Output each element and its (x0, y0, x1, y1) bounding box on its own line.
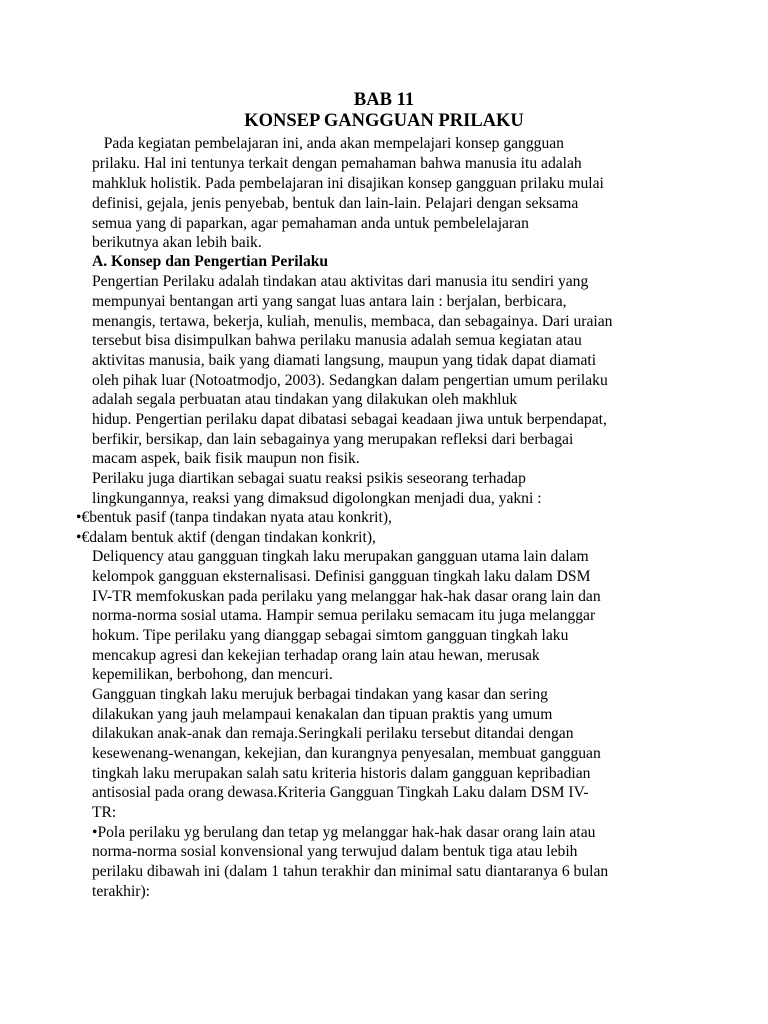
text-line: mencakup agresi dan kekejian terhadap orang lain atau hewan, merusak (92, 647, 540, 664)
text-line: kesewenang-wenangan, kekejian, dan kurangnya penyesalan, membuat gangguan (92, 745, 601, 762)
text-line: dilakukan yang jauh melampaui kenakalan dan tipuan praktis yang umum (92, 706, 553, 723)
section-heading: A. Konsep dan Pengertian Perilaku (92, 253, 329, 270)
text-line: prilaku. Hal ini tentunya terkait dengan pemahaman bahwa manusia itu adalah (92, 155, 582, 172)
text-line: tersebut bisa disimpulkan bahwa perilaku manusia adalah semua kegiatan atau (92, 332, 582, 349)
text-line: kelompok gangguan eksternalisasi. Definisi gangguan tingkah laku dalam DSM (92, 568, 591, 585)
text-line: berikutnya akan lebih baik. (92, 234, 262, 251)
text-line: oleh pihak luar (Notoatmodjo, 2003). Sedangkan dalam pengertian umum perilaku (92, 372, 608, 389)
text-line: mahkluk holistik. Pada pembelajaran ini disajikan konsep gangguan prilaku mulai (92, 175, 604, 192)
text-line: adalah segala perbuatan atau tindakan yang dilakukan oleh makhluk (92, 391, 518, 408)
text-line: aktivitas manusia, baik yang diamati langsung, maupun yang tidak dapat diamati (92, 352, 597, 369)
text-line: norma-norma sosial konvensional yang terwujud dalam bentuk tiga atau lebih (92, 843, 578, 860)
text-line: hokum. Tipe perilaku yang dianggap sebagai simtom gangguan tingkah laku (92, 627, 569, 644)
text-line: perilaku dibawah ini (dalam 1 tahun terakhir dan minimal satu diantaranya 6 bulan (92, 863, 609, 880)
text-line: semua yang di paparkan, agar pemahaman anda untuk pembelelajaran (92, 215, 529, 232)
text-line: mempunyai bentangan arti yang sangat luas antara lain : berjalan, berbicara, (92, 293, 567, 310)
text-line: norma-norma sosial utama. Hampir semua perilaku semacam itu juga melanggar (92, 607, 596, 624)
text-line: Deliquency atau gangguan tingkah laku merupakan gangguan utama lain dalam (92, 548, 589, 565)
text-line: antisosial pada orang dewasa.Kriteria Gangguan Tingkah Laku dalam DSM IV- (92, 784, 589, 801)
bullet-item: •Pola perilaku yg berulang dan tetap yg melanggar hak-hak dasar orang lain atau (92, 824, 596, 841)
text-line: Pada kegiatan pembelajaran ini, anda akan mempelajari konsep gangguan (92, 135, 564, 152)
text-line: definisi, gejala, jenis penyebab, bentuk dan lain-lain. Pelajari dengan seksama (92, 195, 579, 212)
bullet-item: •€dalam bentuk aktif (dengan tindakan konkrit), (76, 529, 376, 546)
text-line: TR: (92, 804, 117, 821)
chapter-title: KONSEP GANGGUAN PRILAKU (244, 111, 524, 131)
text-line: menangis, tertawa, bekerja, kuliah, menulis, membaca, dan sebagainya. Dari uraian (92, 313, 613, 330)
text-line: Gangguan tingkah laku merujuk berbagai tindakan yang kasar dan sering (92, 686, 548, 703)
text-line: lingkungannya, reaksi yang dimaksud digolongkan menjadi dua, yakni : (92, 490, 542, 507)
text-line: macam aspek, baik fisik maupun non fisik. (92, 450, 360, 467)
text-line: kepemilikan, berbohong, dan mencuri. (92, 666, 333, 683)
chapter-number: BAB 11 (353, 90, 415, 110)
bullet-item: •€bentuk pasif (tanpa tindakan nyata atau konkrit), (76, 509, 392, 526)
text-line: IV-TR memfokuskan pada perilaku yang melanggar hak-hak dasar orang lain dan (92, 588, 601, 605)
text-line: dilakukan anak-anak dan remaja.Seringkali perilaku tersebut ditandai dengan (92, 725, 574, 742)
text-line: hidup. Pengertian perilaku dapat dibatasi sebagai keadaan jiwa untuk berpendapat, (92, 411, 607, 428)
text-line: Perilaku juga diartikan sebagai suatu reaksi psikis seseorang terhadap (92, 470, 526, 487)
text-line: berfikir, bersikap, dan lain sebagainya yang merupakan refleksi dari berbagai (92, 431, 574, 448)
text-line: Pengertian Perilaku adalah tindakan atau aktivitas dari manusia itu sendiri yang (92, 273, 589, 290)
text-line: tingkah laku merupakan salah satu kriteria historis dalam gangguan kepribadian (92, 765, 591, 782)
text-line: terakhir): (92, 883, 151, 900)
